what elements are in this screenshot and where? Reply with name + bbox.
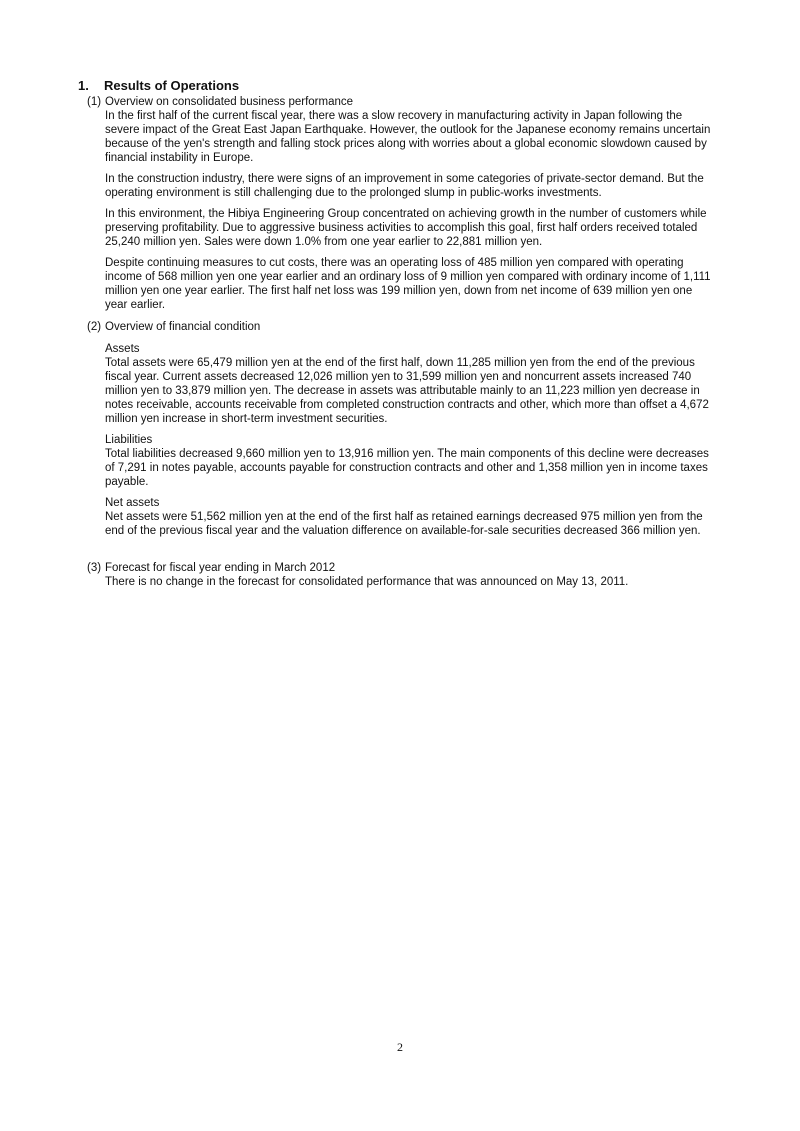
section-financial-condition: [87, 320, 727, 545]
subsection-text-liabilities: Total liabilities decreased 9,660 million yen to 13,916 million yen. The main components of this decline were decreases of 7,291 in notes payable, accounts payable for construction contracts and other and 1,358 million yen in income taxes payable.: [105, 448, 709, 488]
subsection-title-net-assets: Net assets: [105, 497, 160, 509]
paragraph: In the construction industry, there were signs of an improvement in some categories of private-sector demand. But the operating environment is still challenging due to the prolonged slump in public-works investments.: [105, 173, 704, 199]
subsection-text-net-assets: Net assets were 51,562 million yen at the end of the first half as retained earnings decreased 975 million yen from the end of the previous fiscal year and the valuation difference on available-for-sale securities decreased 366 million yen.: [105, 511, 703, 537]
section-title-text: Forecast for fiscal year ending in March 2012: [105, 562, 336, 574]
section-forecast: [87, 561, 727, 596]
subsection-title-assets: Assets: [105, 343, 140, 355]
heading-title: Results of Operations: [104, 78, 240, 93]
section-title: [87, 561, 727, 575]
section-title: [87, 95, 727, 109]
section-body: [105, 575, 717, 589]
section-number: (3): [87, 562, 102, 574]
subsection-title-liabilities: Liabilities: [105, 434, 153, 446]
paragraph: Despite continuing measures to cut costs, there was an operating loss of 485 million yen compared with operating income of 568 million yen one year earlier and an ordinary loss of 9 million yen compared with ordinary income of 1,111 million yen one year earlier. The first half net loss was 199 million yen, down from net income of 639 million yen one year earlier.: [105, 257, 711, 311]
paragraph: In the first half of the current fiscal year, there was a slow recovery in manufacturing activity in Japan following the severe impact of the Great East Japan Earthquake. However, the outlook for the Japanese economy remains uncertain because of the yen's strength and falling stock prices along with worries about a global economic slowdown caused by financial instability in Europe.: [105, 110, 711, 164]
section-body: [105, 109, 717, 312]
section-title: [87, 320, 727, 334]
paragraph: In this environment, the Hibiya Engineering Group concentrated on achieving growth in the number of customers while preserving profitability. Due to aggressive business activities to accomplish this goal, first half orders received totaled 25,240 million yen. Sales were down 1.0% from one year earlier to 22,881 million yen.: [105, 208, 707, 248]
section-heading: [78, 78, 239, 93]
heading-number: 1.: [78, 78, 89, 93]
section-number: (2): [87, 321, 102, 333]
section-title-text: Overview on consolidated business performance: [105, 96, 354, 108]
paragraph: There is no change in the forecast for consolidated performance that was announced on May 13, 2011.: [105, 576, 629, 588]
section-number: (1): [87, 96, 102, 108]
section-title-text: Overview of financial condition: [105, 321, 261, 333]
page-number: 2: [397, 1040, 403, 1054]
subsection-text-assets: Total assets were 65,479 million yen at the end of the first half, down 11,285 million yen from the end of the previous fiscal year. Current assets decreased 12,026 million yen to 31,599 million yen and noncurrent assets increased 740 million yen to 33,879 million yen. The decrease in assets was attributable mainly to an 11,223 million yen decrease in notes receivable, accounts receivable from completed construction contracts and other, which more than offset a 4,672 million yen increase in short-term investment securities.: [105, 357, 709, 425]
section-business-performance: [87, 95, 727, 319]
section-body: [105, 342, 717, 538]
